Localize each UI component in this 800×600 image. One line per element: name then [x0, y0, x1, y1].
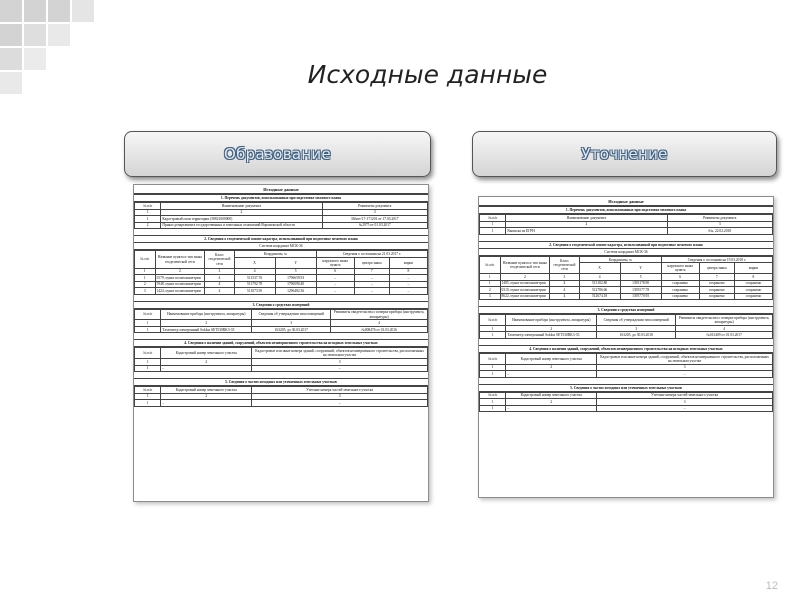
- header-cell: наружного знака пункта: [661, 263, 699, 274]
- table-cell: 1395577.78: [620, 287, 661, 294]
- header-cell: Кадастровые или иные номера зданий, сооружений, объектов незавершенного строительства, расположенных на земельном участке: [252, 348, 428, 359]
- table-row: [135, 222, 428, 229]
- table-cell: –: [389, 281, 427, 288]
- table-row: [135, 288, 428, 295]
- section-4-title: 4. Сведения о наличии зданий, сооружений, объектов незавершенного строительства на исходных земельных участках: [479, 345, 773, 353]
- s4-table: [479, 353, 773, 378]
- panel-header-left: [124, 131, 431, 177]
- panel-header-right-label: Уточнение: [581, 145, 668, 163]
- corner-decoration: [0, 0, 110, 110]
- table-cell: 1395770.95: [620, 293, 661, 300]
- column-number-cell: 1: [480, 364, 506, 371]
- panel-header-right: [472, 131, 777, 177]
- table-cell: сохранено: [734, 293, 772, 300]
- table-cell: –: [161, 365, 252, 372]
- section-1-title: 1. Перечень документов, использованных при подготовке межевого плана: [479, 206, 773, 214]
- table-cell: 3: [480, 293, 501, 300]
- table-cell: 1: [135, 275, 156, 282]
- table-cell: –: [252, 365, 428, 372]
- table-cell: –: [389, 275, 427, 282]
- table-cell: 2: [480, 287, 501, 294]
- header-cell: № п/п: [480, 315, 506, 326]
- column-number-cell: 1: [480, 399, 506, 406]
- table-cell: 512674.18: [579, 293, 620, 300]
- table-cell: №008476 от 01.03.2016: [331, 326, 428, 333]
- header-cell: Название пункта и тип знака геодезической сети: [500, 256, 550, 273]
- slide-number: 12: [765, 580, 778, 592]
- table-row: [480, 332, 773, 339]
- column-number-cell: 2: [161, 393, 252, 400]
- column-number-cell: 6: [661, 274, 699, 281]
- section-3-title: 3. Сведения о средствах измерений: [134, 301, 428, 309]
- table-cell: б/н, 22.02.2018: [667, 228, 772, 235]
- table-cell: 2: [135, 281, 156, 288]
- table-cell: сохранено: [699, 287, 734, 294]
- column-number-cell: 1: [135, 393, 161, 400]
- table-cell: сохранено: [699, 280, 734, 287]
- header-cell: Учетные номера частей земельного участка: [597, 392, 773, 399]
- header-cell: Кадастровый номер земельного участка: [506, 353, 597, 364]
- table-cell: Кадастровый план территории (58821000000): [161, 216, 322, 223]
- column-number-cell: 2: [161, 359, 252, 366]
- table-cell: 1424, пункт полигонометрии: [155, 288, 205, 295]
- table-cell: 1: [480, 280, 501, 287]
- table-cell: Тахеометр электронный Sokkia SET530RK3-35: [161, 326, 252, 333]
- column-number-cell: 3: [322, 209, 427, 216]
- table-row: [480, 353, 773, 364]
- column-number-cell: 3: [550, 274, 579, 281]
- s2-table: [134, 250, 428, 294]
- column-number-cell: 3: [252, 393, 428, 400]
- table-cell: сохранено: [661, 280, 699, 287]
- column-number-cell: 1: [135, 320, 161, 327]
- column-number-cell: 3: [252, 359, 428, 366]
- section-3-title: 3. Сведения о средствах измерений: [479, 306, 773, 314]
- document-right: [478, 196, 774, 498]
- table-row: [480, 371, 773, 378]
- section-2-subtitle: Система координат МСК-36: [134, 243, 428, 250]
- table-cell: –: [506, 371, 597, 378]
- table-cell: 0310, пункт полигонометрии: [500, 287, 550, 294]
- table-cell: 1: [135, 365, 161, 372]
- column-number-cell: 4: [234, 268, 275, 275]
- s1-table: [479, 214, 773, 235]
- column-number-cell: 8: [389, 268, 427, 275]
- table-cell: –: [506, 405, 597, 412]
- table-cell: 513182.80: [579, 280, 620, 287]
- header-cell: центра знака: [699, 263, 734, 274]
- header-cell: № п/п: [480, 215, 506, 222]
- header-cell: № п/п: [135, 348, 161, 359]
- table-row: [135, 309, 428, 320]
- column-number-cell: 6: [316, 268, 354, 275]
- table-cell: 3: [135, 288, 156, 295]
- header-cell: Сведения об утверждении типа измерений: [597, 315, 676, 326]
- section-2-subtitle: Система координат МСК-36: [479, 249, 773, 256]
- header-cell: Сведения об утверждении типа измерений: [252, 309, 331, 320]
- table-cell: сохранено: [734, 287, 772, 294]
- header-cell: № п/п: [135, 251, 156, 268]
- header-cell: Координаты, м: [234, 251, 316, 258]
- table-cell: –: [316, 275, 354, 282]
- column-number-cell: 2: [506, 325, 597, 332]
- table-row: [480, 405, 773, 412]
- column-number-cell: 7: [699, 274, 734, 281]
- table-cell: 511792.78: [234, 281, 275, 288]
- table-cell: –: [389, 288, 427, 295]
- table-row: [135, 400, 428, 407]
- table-cell: –: [597, 371, 773, 378]
- column-number-cell: 3: [252, 320, 331, 327]
- table-cell: 1: [135, 326, 161, 333]
- s1-table: [134, 202, 428, 229]
- header-cell: Класс геодезической сети: [205, 251, 234, 268]
- table-row: [480, 293, 773, 300]
- header-cell: марки: [389, 257, 427, 268]
- header-cell: Наименование прибора (инструмента, аппаратуры): [506, 315, 597, 326]
- header-cell: Координаты, м: [579, 256, 661, 263]
- column-number-cell: 2: [155, 268, 205, 275]
- column-number-cell: 2: [506, 399, 597, 406]
- column-number-cell: 2: [161, 320, 252, 327]
- table-cell: 1: [135, 400, 161, 407]
- column-number-cell: 2: [506, 364, 597, 371]
- table-cell: 4: [205, 275, 234, 282]
- table-cell: 8622, пункт полигонометрии: [500, 293, 550, 300]
- document-title: Исходные данные: [134, 185, 428, 194]
- s3-table: [479, 314, 773, 339]
- header-cell: Кадастровые или иные номера зданий, сооружений, объектов незавершенного строительства, расположенных на земельном участке: [597, 353, 773, 364]
- header-cell: № п/п: [480, 392, 506, 399]
- header-cell: X: [579, 263, 620, 274]
- column-number-cell: 1: [135, 209, 161, 216]
- header-cell: X: [234, 257, 275, 268]
- table-cell: 511537.76: [234, 275, 275, 282]
- table-cell: 4: [550, 280, 579, 287]
- s5-table: [134, 386, 428, 407]
- header-cell: № п/п: [135, 203, 161, 210]
- table-cell: Тахеометр электронный Sokkia SET530RK3-33: [506, 332, 597, 339]
- table-cell: 1: [480, 371, 506, 378]
- page-title: Исходные данные: [307, 60, 548, 89]
- column-number-cell: 1: [480, 325, 506, 332]
- header-cell: Наименование документа: [506, 215, 667, 222]
- table-cell: 1485, пункт полигонометрии: [500, 280, 550, 287]
- table-cell: –: [161, 400, 252, 407]
- table-cell: –: [316, 288, 354, 295]
- s5-table: [479, 392, 773, 413]
- header-cell: Реквизиты свидетельства о поверке прибора (инструмента, аппаратуры): [676, 315, 773, 326]
- table-cell: №013409 от 01.03.2017: [676, 332, 773, 339]
- table-cell: 4: [550, 293, 579, 300]
- table-row: [135, 348, 428, 359]
- header-cell: Y: [275, 257, 316, 268]
- s4-table: [134, 347, 428, 372]
- section-4-title: 4. Сведения о наличии зданий, сооружений, объектов незавершенного строительства на исходных земельных участках: [134, 339, 428, 347]
- header-cell: Реквизиты документа: [667, 215, 772, 222]
- header-cell: марки: [734, 263, 772, 274]
- header-cell: Кадастровый номер земельного участка: [506, 392, 597, 399]
- column-number-cell: 3: [667, 221, 772, 228]
- table-cell: сохранено: [734, 280, 772, 287]
- table-cell: –: [597, 405, 773, 412]
- column-number-cell: 4: [331, 320, 428, 327]
- column-number-cell: 5: [620, 274, 661, 281]
- table-cell: 512786.66: [579, 287, 620, 294]
- header-cell: Наименование документа: [161, 203, 322, 210]
- header-cell: № п/п: [135, 309, 161, 320]
- column-number-cell: 8: [734, 274, 772, 281]
- column-number-cell: 3: [597, 325, 676, 332]
- table-cell: 5948, пункт полигонометрии: [155, 281, 205, 288]
- table-cell: 4: [205, 281, 234, 288]
- document-left: [133, 184, 429, 502]
- header-cell: Учетные номера частей земельного участка: [252, 387, 428, 394]
- header-cell: Кадастровый номер земельного участка: [161, 387, 252, 394]
- header-cell: № п/п: [480, 256, 501, 273]
- table-row: [135, 326, 428, 333]
- table-cell: –: [316, 281, 354, 288]
- column-number-cell: 2: [506, 221, 667, 228]
- section-2-title: 2. Сведения о геодезической основе кадастра, использованной при подготовке межевого плана: [134, 235, 428, 243]
- table-cell: 38/кпт/17-171201 от 17.03.2017: [322, 216, 427, 223]
- table-cell: сохранено: [661, 293, 699, 300]
- column-number-cell: 3: [205, 268, 234, 275]
- table-cell: –: [354, 275, 389, 282]
- table-row: [480, 228, 773, 235]
- column-number-cell: 2: [161, 209, 322, 216]
- section-1-title: 1. Перечень документов, использованных при подготовке межевого плана: [134, 194, 428, 202]
- table-cell: 4: [205, 288, 234, 295]
- table-cell: 5579, пункт полигонометрии: [155, 275, 205, 282]
- section-5-title: 5. Сведения о частях исходных или уточненных земельных участков: [479, 384, 773, 392]
- section-2-title: 2. Сведения о геодезической основе кадастра, использованной при подготовке межевого плана: [479, 241, 773, 249]
- panel-header-left-label: Образование: [223, 145, 332, 163]
- table-cell: –: [354, 281, 389, 288]
- table-cell: 1395178.90: [620, 280, 661, 287]
- table-cell: 1: [480, 405, 506, 412]
- table-cell: 163205, до 30.03.2018: [597, 332, 676, 339]
- table-cell: №2975 от 01.03.2017: [322, 222, 427, 229]
- s2-table: [479, 256, 773, 300]
- column-number-cell: 5: [275, 268, 316, 275]
- header-cell: Y: [620, 263, 661, 274]
- column-number-cell: 1: [135, 268, 156, 275]
- table-cell: сохранено: [661, 287, 699, 294]
- document-title: Исходные данные: [479, 197, 773, 206]
- header-cell: Класс геодезической сети: [550, 256, 579, 273]
- header-cell: Наименование прибора (инструмента, аппаратуры): [161, 309, 252, 320]
- column-number-cell: 4: [676, 325, 773, 332]
- header-cell: Сведения о состоянии на 19.03.2018 г.: [661, 256, 772, 263]
- table-cell: –: [252, 400, 428, 407]
- table-cell: 1: [480, 332, 506, 339]
- column-number-cell: 1: [480, 221, 506, 228]
- table-cell: 1796659.93: [275, 275, 316, 282]
- header-cell: № п/п: [480, 353, 506, 364]
- table-cell: 1: [480, 228, 506, 235]
- header-cell: Сведения о состоянии на 21.03.2017 г.: [316, 251, 427, 258]
- header-cell: центра знака: [354, 257, 389, 268]
- column-number-cell: 3: [597, 364, 773, 371]
- column-number-cell: 4: [579, 274, 620, 281]
- table-cell: 1796590.40: [275, 281, 316, 288]
- table-cell: 1296482.36: [275, 288, 316, 295]
- header-cell: № п/п: [135, 387, 161, 394]
- column-number-cell: 3: [597, 399, 773, 406]
- table-cell: сохранено: [699, 293, 734, 300]
- column-number-cell: 2: [500, 274, 550, 281]
- table-cell: Приказ департамента государственных и земельных отношений Воронежской области: [161, 222, 322, 229]
- s3-table: [134, 309, 428, 334]
- table-cell: Выписка из ЕГРН: [506, 228, 667, 235]
- table-cell: 163205, до 30.03.2017: [252, 326, 331, 333]
- table-cell: –: [354, 288, 389, 295]
- section-5-title: 5. Сведения о частях исходных или уточненных земельных участков: [134, 378, 428, 386]
- table-row: [135, 365, 428, 372]
- table-cell: 511073.95: [234, 288, 275, 295]
- column-number-cell: 1: [135, 359, 161, 366]
- column-number-cell: 1: [480, 274, 501, 281]
- table-row: [480, 315, 773, 326]
- table-cell: 4: [550, 287, 579, 294]
- header-cell: Реквизиты свидетельства о поверке прибора (инструмента, аппаратуры): [331, 309, 428, 320]
- header-cell: Кадастровый номер земельного участка: [161, 348, 252, 359]
- header-cell: наружного знака пункта: [316, 257, 354, 268]
- column-number-cell: 7: [354, 268, 389, 275]
- header-cell: Реквизиты документа: [322, 203, 427, 210]
- header-cell: Название пункта и тип знака геодезической сети: [155, 251, 205, 268]
- table-cell: 2: [135, 222, 161, 229]
- table-cell: 1: [135, 216, 161, 223]
